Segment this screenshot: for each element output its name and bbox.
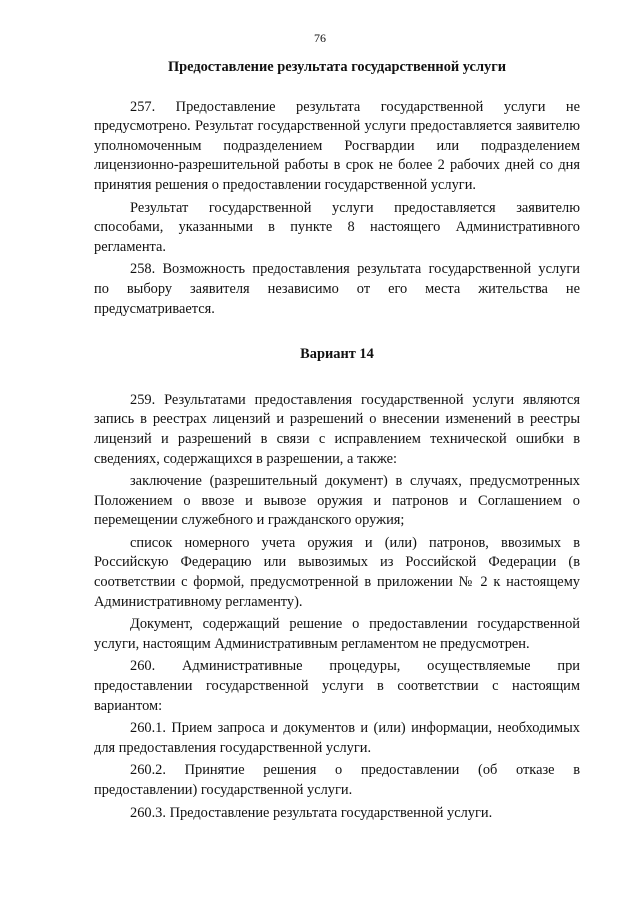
paragraph-260: 260. Административные процедуры, осуществляемые при предоставлении государственной услуги в соответствии с настоящим вариантом: bbox=[94, 658, 580, 714]
paragraph-result-methods: Результат государственной услуги предоставляется заявителю способами, указанными в пункте 8 настоящего Административного регламента. bbox=[94, 199, 580, 255]
page-number: 76 bbox=[314, 31, 326, 45]
paragraph-document-decision: Документ, содержащий решение о предоставлении государственной услуги, настоящим Административным регламентом не предусмотрен. bbox=[94, 616, 580, 652]
paragraph-conclusion: заключение (разрешительный документ) в случаях, предусмотренных Положением о ввозе и вывозе оружия и патронов и Соглашением о перемещении служебного и гражданского оружия; bbox=[94, 473, 580, 529]
paragraph-260-1: 260.1. Прием запроса и документов и (или) информации, необходимых для предоставления государственной услуги. bbox=[94, 720, 580, 756]
paragraph-257: 257. Предоставление результата государственной услуги не предусмотрено. Результат государственной услуги предоставляется заявителю уполномоченным подразделением Росгвардии или подразделением лицензионно-разрешительной работы в срок не более 2 рабочих дней со дня принятия решения о предоставлении государственной услуги. bbox=[94, 98, 580, 193]
document-body bbox=[94, 58, 580, 826]
section-heading-variant-14: Вариант 14 bbox=[300, 346, 374, 363]
paragraph-260-2: 260.2. Принятие решения о предоставлении (об отказе в предоставлении) государственной услуги. bbox=[94, 762, 580, 798]
paragraph-258: 258. Возможность предоставления результата государственной услуги по выбору заявителя независимо от его места жительства не предусматривается. bbox=[94, 261, 580, 317]
paragraph-260-3: 260.3. Предоставление результата государственной услуги. bbox=[130, 804, 493, 821]
paragraph-259: 259. Результатами предоставления государственной услуги являются запись в реестрах лицензий и разрешений о внесении изменений в реестры лицензий и разрешений в связи с исправлением технической ошибки в сведениях, содержащихся в разрешении, а также: bbox=[94, 391, 580, 467]
section-heading-result: Предоставление результата государственной услуги bbox=[167, 59, 507, 75]
paragraph-weapons-list: список номерного учета оружия и (или) патронов, ввозимых в Российскую Федерацию или вывозимых из Российской Федерации (в соответствии с формой, предусмотренной в приложении № 2 к настоящему Административному регламенту). bbox=[94, 534, 580, 610]
